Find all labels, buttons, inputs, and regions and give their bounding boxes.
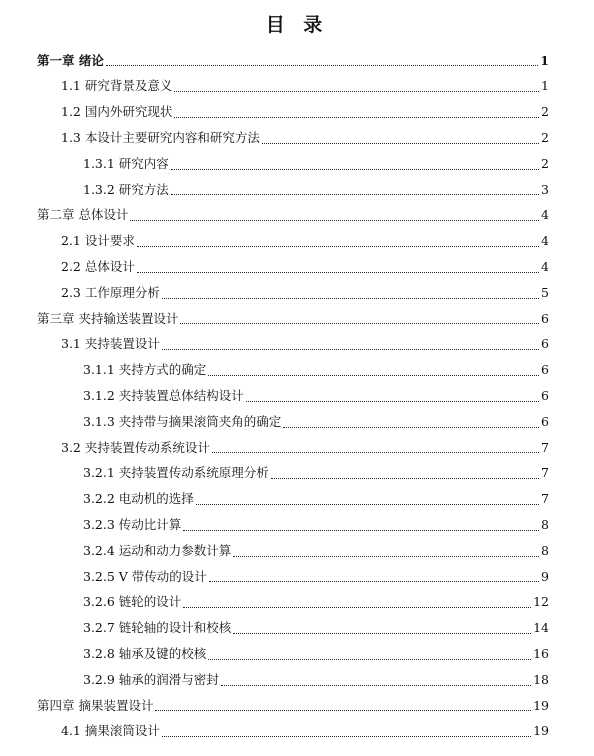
toc-leader-dots bbox=[137, 246, 539, 247]
toc-entry[interactable] bbox=[0, 564, 594, 590]
toc-entry-label: 1.3.2 研究方法 bbox=[83, 181, 169, 197]
toc-entry-label: 3.2.9 轴承的润滑与密封 bbox=[83, 671, 219, 687]
toc-entry[interactable] bbox=[0, 229, 594, 255]
toc-entry-page-number: 6 bbox=[541, 336, 549, 352]
toc-entry[interactable] bbox=[0, 100, 594, 126]
toc-entry-label: 3.2.1 夹持装置传动系统原理分析 bbox=[83, 465, 269, 481]
toc-entry[interactable] bbox=[0, 487, 594, 513]
toc-entry-page-number: 4 bbox=[541, 259, 549, 275]
toc-leader-dots bbox=[162, 736, 531, 737]
toc-entry-label: 2.3 工作原理分析 bbox=[61, 284, 160, 300]
toc-entry[interactable] bbox=[0, 409, 594, 435]
toc-leader-dots bbox=[106, 65, 538, 66]
toc-leader-dots bbox=[130, 220, 539, 221]
toc-leader-dots bbox=[221, 685, 531, 686]
toc-entry-label: 3.2.5 V 带传动的设计 bbox=[83, 568, 207, 584]
toc-entry[interactable] bbox=[0, 203, 594, 229]
toc-entry-page-number: 1 bbox=[541, 78, 549, 94]
toc-leader-dots bbox=[174, 91, 539, 92]
toc-entry[interactable] bbox=[0, 719, 594, 745]
toc-entry-page-number: 8 bbox=[541, 516, 549, 532]
toc-entry[interactable] bbox=[0, 590, 594, 616]
toc-leader-dots bbox=[271, 478, 539, 479]
toc-entry-page-number: 2 bbox=[541, 155, 549, 171]
toc-leader-dots bbox=[137, 272, 539, 273]
toc-entry-page-number: 6 bbox=[541, 388, 549, 403]
toc-entry-label: 第一章 绪论 bbox=[37, 52, 104, 68]
toc-leader-dots bbox=[174, 117, 539, 118]
toc-entry[interactable] bbox=[0, 306, 594, 332]
toc-leader-dots bbox=[233, 556, 539, 557]
toc-leader-dots bbox=[183, 530, 539, 531]
toc-entry[interactable] bbox=[0, 177, 594, 203]
toc-leader-dots bbox=[283, 427, 539, 428]
toc-entry-label: 3.2.2 电动机的选择 bbox=[83, 491, 194, 507]
table-of-contents bbox=[0, 48, 594, 745]
toc-entry[interactable] bbox=[0, 74, 594, 100]
toc-entry-label: 第三章 夹持输送装置设计 bbox=[37, 310, 179, 326]
toc-entry-label: 2.1 设计要求 bbox=[61, 233, 135, 249]
toc-entry-label: 3.2.8 轴承及键的校核 bbox=[83, 645, 207, 661]
toc-leader-dots bbox=[262, 143, 539, 144]
toc-entry-page-number: 19 bbox=[533, 723, 549, 739]
toc-entry-label: 1.2 国内外研究现状 bbox=[61, 104, 173, 120]
toc-entry[interactable] bbox=[0, 641, 594, 667]
toc-leader-dots bbox=[246, 401, 539, 402]
toc-entry[interactable] bbox=[0, 512, 594, 538]
toc-entry[interactable] bbox=[0, 332, 594, 358]
toc-entry-page-number: 7 bbox=[541, 439, 549, 455]
toc-entry-label: 1.3.1 研究内容 bbox=[83, 155, 169, 171]
toc-entry-label: 2.2 总体设计 bbox=[61, 259, 135, 275]
toc-entry-page-number: 14 bbox=[533, 620, 549, 636]
toc-entry[interactable] bbox=[0, 358, 594, 384]
toc-entry-page-number: 6 bbox=[541, 362, 549, 378]
toc-entry-page-number: 6 bbox=[541, 310, 549, 326]
toc-leader-dots bbox=[208, 375, 539, 376]
toc-leader-dots bbox=[212, 452, 539, 453]
toc-entry[interactable] bbox=[0, 435, 594, 461]
toc-leader-dots bbox=[180, 323, 539, 324]
toc-entry[interactable] bbox=[0, 48, 594, 74]
toc-entry-page-number: 7 bbox=[541, 491, 549, 507]
toc-entry-label: 第四章 摘果装置设计 bbox=[37, 697, 154, 713]
toc-entry[interactable] bbox=[0, 538, 594, 564]
page-title: 目 录 bbox=[265, 14, 329, 36]
toc-leader-dots bbox=[155, 710, 531, 711]
toc-leader-dots bbox=[183, 607, 531, 608]
toc-entry-label: 3.1.2 夹持装置总体结构设计 bbox=[83, 388, 244, 403]
toc-entry-page-number: 5 bbox=[541, 284, 549, 300]
toc-entry[interactable] bbox=[0, 151, 594, 177]
toc-entry-page-number: 2 bbox=[541, 130, 549, 146]
toc-leader-dots bbox=[196, 504, 539, 505]
toc-entry-label: 3.2.3 传动比计算 bbox=[83, 516, 182, 532]
toc-leader-dots bbox=[162, 349, 539, 350]
toc-entry-label: 3.2.7 链轮轴的设计和校核 bbox=[83, 620, 232, 636]
toc-leader-dots bbox=[209, 581, 539, 582]
toc-entry-label: 3.2.6 链轮的设计 bbox=[83, 594, 182, 610]
toc-entry-label: 1.1 研究背景及意义 bbox=[61, 78, 173, 94]
toc-entry-label: 3.2 夹持装置传动系统设计 bbox=[61, 439, 210, 455]
toc-entry-label: 1.3 本设计主要研究内容和研究方法 bbox=[61, 130, 260, 146]
toc-entry-label: 4.1 摘果滚筒设计 bbox=[61, 723, 160, 739]
toc-entry-page-number: 12 bbox=[533, 594, 549, 610]
toc-leader-dots bbox=[171, 169, 539, 170]
toc-entry-label: 3.2.4 运动和动力参数计算 bbox=[83, 542, 232, 558]
toc-entry[interactable] bbox=[0, 667, 594, 693]
toc-leader-dots bbox=[171, 194, 539, 195]
toc-entry-page-number: 7 bbox=[541, 465, 549, 481]
toc-entry-page-number: 2 bbox=[541, 104, 549, 120]
toc-entry[interactable] bbox=[0, 280, 594, 306]
toc-entry-label: 3.1.3 夹持带与摘果滚筒夹角的确定 bbox=[83, 413, 282, 429]
toc-entry-page-number: 4 bbox=[541, 207, 549, 223]
toc-entry[interactable] bbox=[0, 125, 594, 151]
toc-entry-page-number: 16 bbox=[533, 645, 549, 661]
toc-entry[interactable] bbox=[0, 383, 594, 409]
toc-entry[interactable] bbox=[0, 616, 594, 642]
toc-leader-dots bbox=[162, 298, 539, 299]
toc-entry-page-number: 4 bbox=[541, 233, 549, 249]
toc-entry-label: 3.1.1 夹持方式的确定 bbox=[83, 362, 207, 378]
toc-entry-page-number: 6 bbox=[541, 413, 549, 429]
toc-entry-label: 3.1 夹持装置设计 bbox=[61, 336, 160, 352]
toc-leader-dots bbox=[208, 659, 531, 660]
toc-leader-dots bbox=[233, 633, 531, 634]
toc-entry-page-number: 18 bbox=[533, 671, 549, 687]
toc-entry-page-number: 1 bbox=[540, 52, 549, 68]
toc-entry-page-number: 3 bbox=[541, 181, 549, 197]
toc-entry-page-number: 9 bbox=[541, 568, 549, 584]
toc-entry[interactable] bbox=[0, 461, 594, 487]
toc-entry-page-number: 19 bbox=[533, 697, 549, 713]
toc-entry[interactable] bbox=[0, 254, 594, 280]
toc-entry-page-number: 8 bbox=[541, 542, 549, 558]
toc-entry-label: 第二章 总体设计 bbox=[37, 207, 129, 223]
toc-entry[interactable] bbox=[0, 693, 594, 719]
